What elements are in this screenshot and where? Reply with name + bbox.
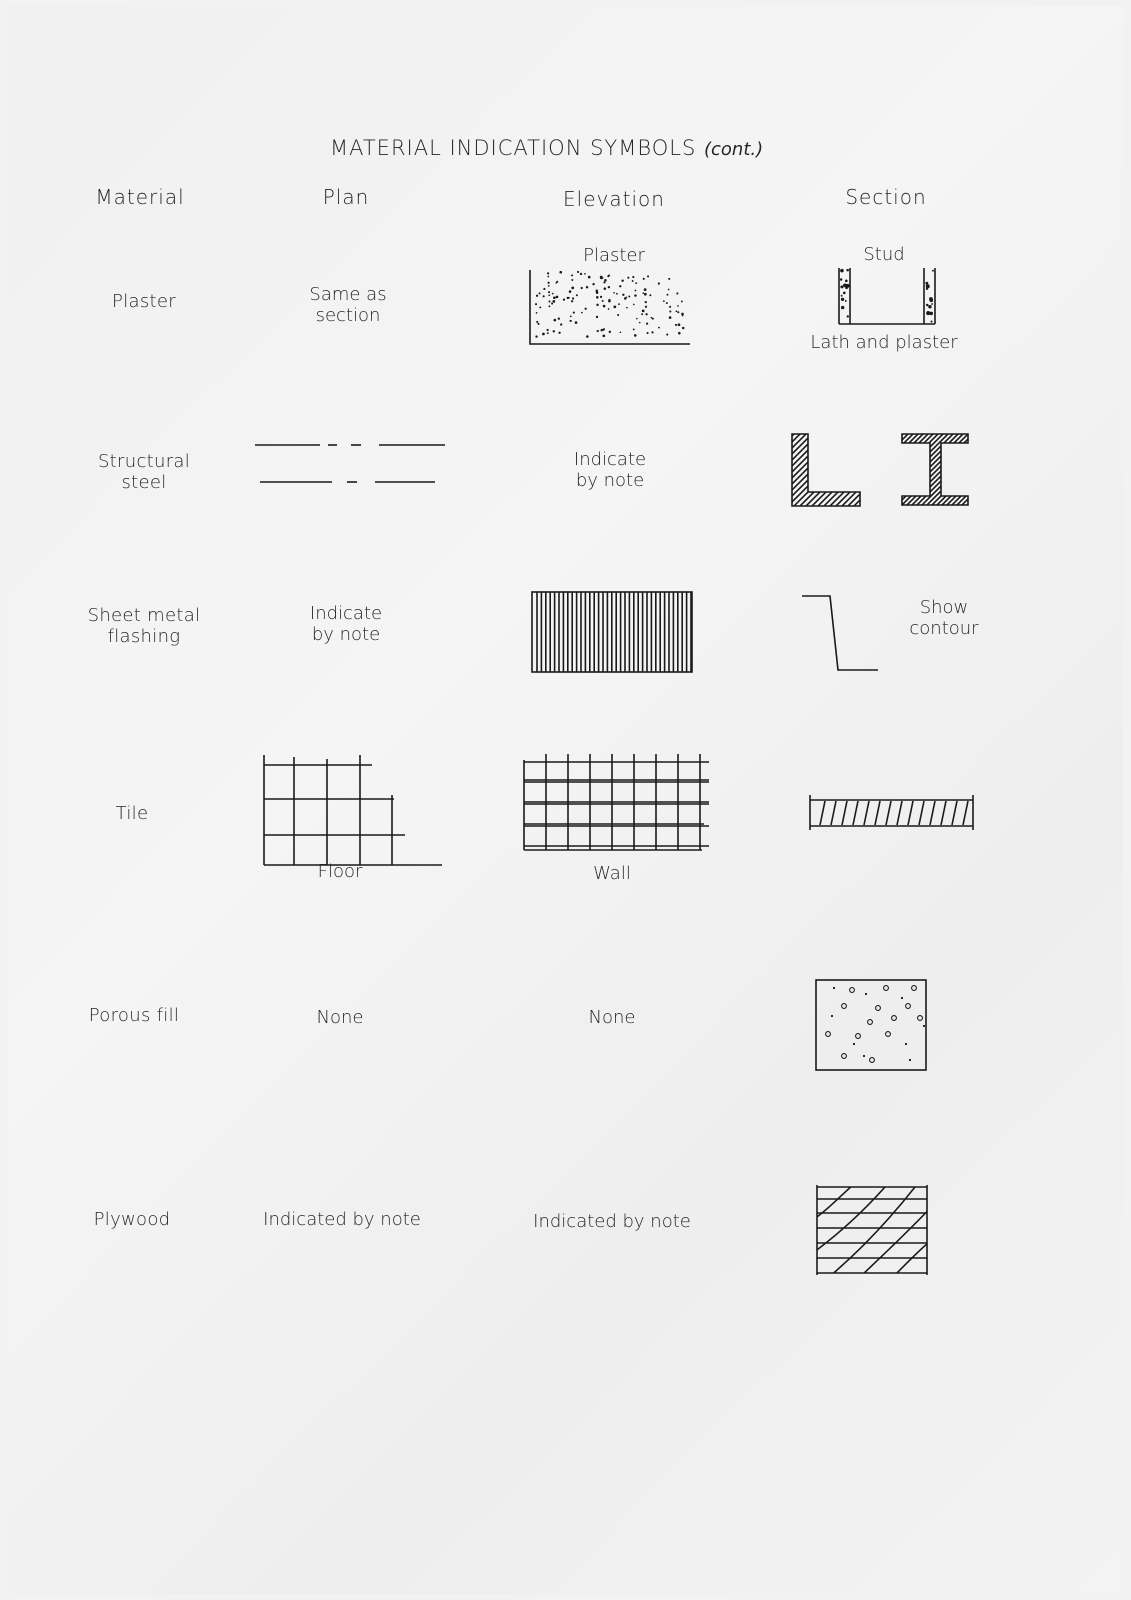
row-plywood-material: Plywood bbox=[93, 1209, 171, 1230]
row-porous-fill-material: Porous fill bbox=[88, 1005, 180, 1026]
row-tile-plan-label: Floor bbox=[317, 861, 363, 882]
steel-plan-symbol bbox=[255, 440, 450, 490]
row-plaster-plan: Same as section bbox=[309, 284, 387, 326]
sheet-metal-section-symbol bbox=[800, 590, 890, 675]
row-plaster-section-top: Stud bbox=[863, 244, 905, 265]
steel-i-beam-section-symbol bbox=[900, 432, 975, 512]
tile-floor-plan-symbol bbox=[262, 755, 447, 867]
row-plywood-elevation: Indicated by note bbox=[533, 1211, 691, 1232]
row-plywood-plan: Indicated by note bbox=[263, 1209, 421, 1230]
row-sheet-metal-section-note: Show contour bbox=[909, 597, 979, 639]
row-sheet-metal-material: Sheet metal flashing bbox=[87, 605, 201, 647]
row-porous-fill-elevation: None bbox=[588, 1007, 636, 1028]
title-suffix: (cont.) bbox=[703, 139, 764, 160]
row-structural-steel-material: Structural steel bbox=[97, 451, 191, 493]
header-material: Material bbox=[95, 185, 185, 209]
row-plaster-elevation-label: Plaster bbox=[583, 245, 645, 266]
row-tile-elevation-label: Wall bbox=[593, 863, 631, 884]
tile-wall-elevation-symbol bbox=[524, 760, 724, 868]
title-main: MATERIAL INDICATION SYMBOLS bbox=[330, 136, 697, 160]
row-plaster-section-bottom: Lath and plaster bbox=[810, 332, 958, 353]
plaster-section-symbol bbox=[836, 266, 946, 328]
tile-section-symbol bbox=[808, 795, 978, 835]
row-porous-fill-plan: None bbox=[316, 1007, 364, 1028]
header-plan: Plan bbox=[322, 185, 370, 209]
porous-fill-section-symbol bbox=[814, 978, 929, 1073]
header-section: Section bbox=[845, 185, 927, 209]
plywood-section-symbol bbox=[815, 1185, 930, 1277]
plaster-elevation-symbol bbox=[528, 268, 693, 350]
row-sheet-metal-plan: Indicate by note bbox=[309, 603, 383, 645]
row-structural-steel-elevation: Indicate by note bbox=[573, 449, 647, 491]
row-tile-material: Tile bbox=[115, 803, 149, 824]
header-elevation: Elevation bbox=[563, 187, 665, 211]
steel-angle-section-symbol bbox=[790, 432, 865, 512]
row-plaster-material: Plaster bbox=[112, 291, 176, 312]
page-title bbox=[330, 136, 763, 161]
sheet-metal-elevation-symbol bbox=[530, 590, 695, 675]
